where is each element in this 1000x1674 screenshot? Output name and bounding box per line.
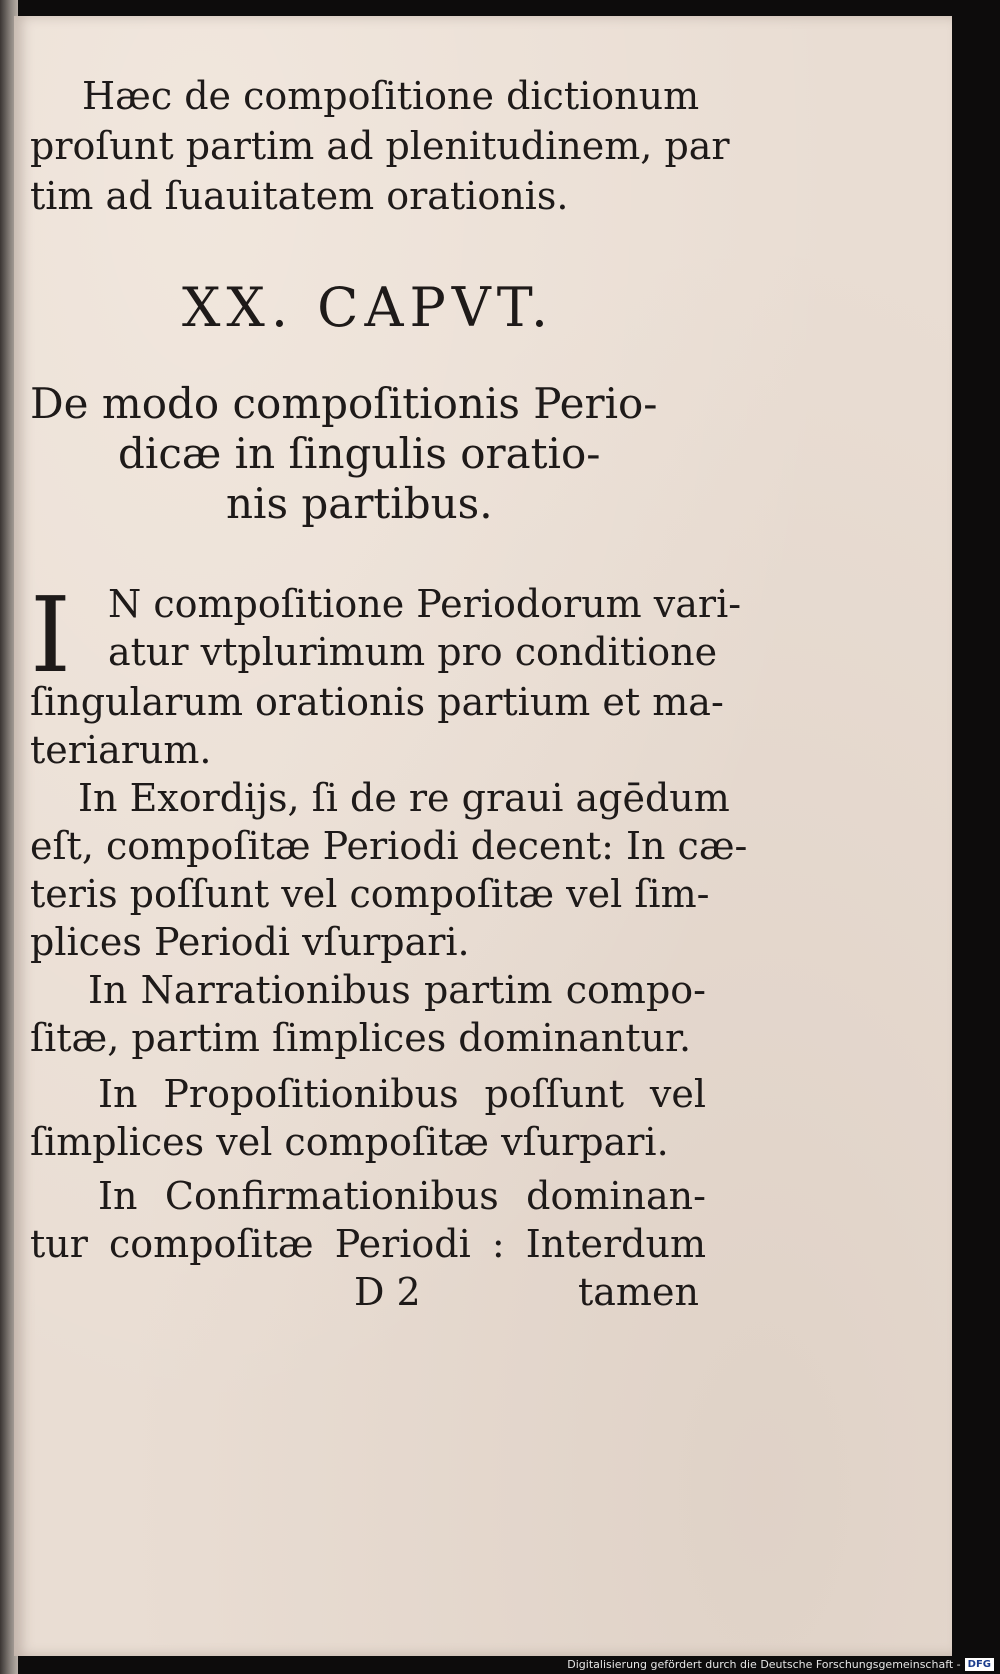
- intro-line-2: proſunt partim ad plenitudinem, par: [30, 124, 730, 168]
- dfg-logo-icon: DFG: [965, 1658, 994, 1671]
- subheading-line-2: dicæ in ſingulis oratio-: [118, 429, 601, 478]
- body-line-10: ſitæ, partim ſimplices dominantur.: [30, 1016, 692, 1060]
- intro-line-3: tim ad ſuauitatem orationis.: [30, 174, 569, 218]
- chapter-heading: XX. CAPVT.: [181, 276, 555, 339]
- page-signature: D 2: [354, 1270, 421, 1314]
- footer-credit: Digitalisierung gefördert durch die Deutsche Forschungsgemeinschaft -: [567, 1657, 961, 1671]
- body-line-4: teriarum.: [30, 728, 212, 772]
- body-line-12: ſimplices vel compoſitæ vſurpari.: [30, 1120, 669, 1164]
- intro-line-1: Hæc de compoſitione dictionum: [82, 74, 700, 118]
- body-line-13: In Confirmationibus dominan-: [98, 1174, 706, 1218]
- body-line-9: In Narrationibus partim compo-: [88, 968, 706, 1012]
- body-line-14: tur compoſitæ Periodi : Interdum: [30, 1222, 706, 1266]
- body-line-1: N compoſitione Periodorum vari-: [108, 582, 742, 626]
- digitization-footer: [567, 1656, 994, 1672]
- body-line-7: teris poſſunt vel compoſitæ vel ſim-: [30, 872, 710, 916]
- catchword: tamen: [578, 1270, 699, 1314]
- drop-cap-initial: I: [30, 574, 72, 696]
- book-page: [14, 16, 952, 1656]
- body-line-3: ſingularum orationis partium et ma-: [30, 680, 724, 724]
- subheading-line-1: De modo compoſitionis Perio-: [30, 379, 658, 428]
- body-line-5: In Exordijs, ſi de re graui agēdum: [78, 776, 730, 820]
- body-line-11: In Propoſitionibus poſſunt vel: [98, 1072, 706, 1116]
- body-line-6: eſt, compoſitæ Periodi decent: In cæ-: [30, 824, 748, 868]
- subheading-line-3: nis partibus.: [226, 479, 493, 528]
- body-line-8: plices Periodi vſurpari.: [30, 920, 470, 964]
- body-line-2: atur vtplurimum pro conditione: [108, 630, 718, 674]
